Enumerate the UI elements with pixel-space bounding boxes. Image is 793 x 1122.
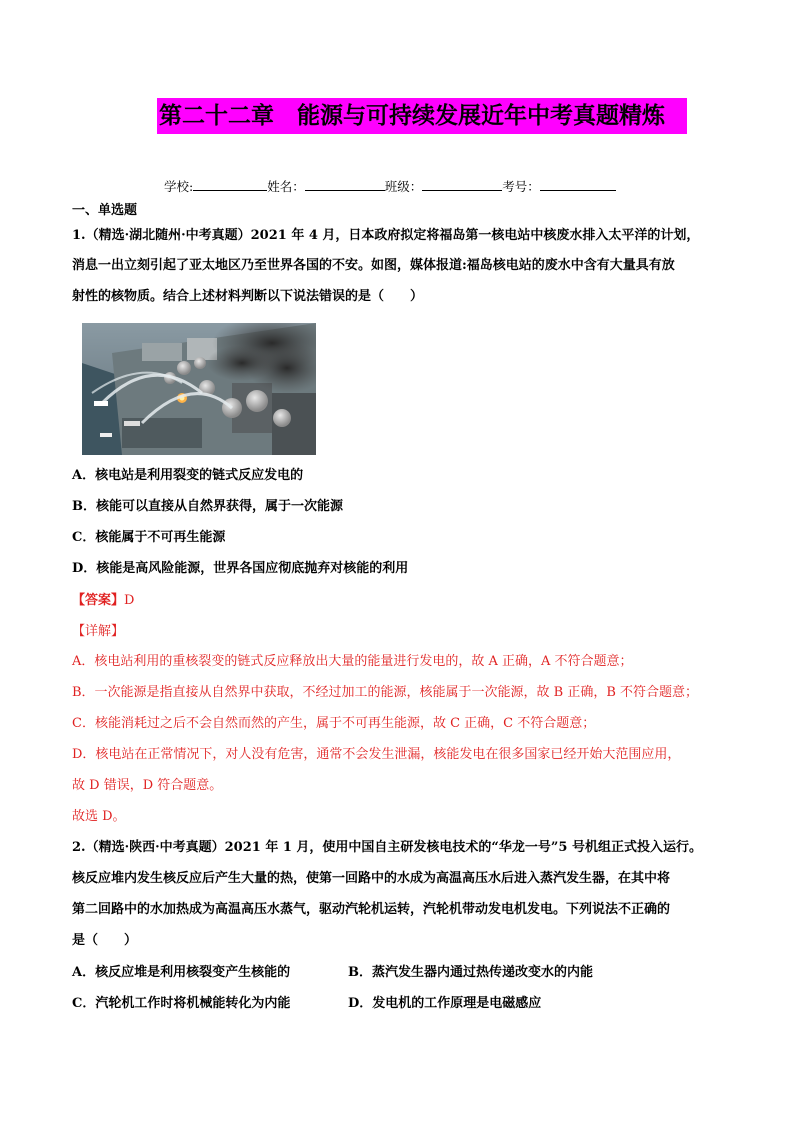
q2-option-d[interactable]: D．发电机的工作原理是电磁感应 (348, 996, 542, 1011)
school-label: 学校: (164, 179, 194, 194)
q1-option-b[interactable]: B．核能可以直接从自然界获得，属于一次能源 (72, 499, 343, 514)
q2-stem-line: 2.（精选·陕西·中考真题）2021 年 1 月，使用中国自主研发核电技术的“华龙一号”5 号机组正式投入运行。 (72, 840, 702, 855)
q2-option-b[interactable]: B．蒸汽发生器内通过热传递改变水的内能 (348, 965, 593, 980)
school-blank[interactable] (193, 178, 267, 191)
detail-line: D．核电站在正常情况下，对人没有危害，通常不会发生泄漏，核能发电在很多国家已经开始大范围应用， (72, 747, 681, 762)
q1-stem-line: 消息一出立刻引起了亚太地区乃至世界各国的不安。如图，媒体报道:福岛核电站的废水中含有大量具有放 (72, 258, 675, 273)
detail-line: C．核能消耗过之后不会自然而然的产生，属于不可再生能源，故 C 正确，C 不符合题意； (72, 716, 596, 731)
answer-label: 【答案】 (72, 593, 125, 608)
q1-answer (72, 591, 134, 611)
student-info-line (164, 178, 616, 196)
exam-no-label: 考号： (502, 179, 540, 194)
q2-stem-line: 第二回路中的水加热成为高温高压水蒸气，驱动汽轮机运转，汽轮机带动发电机发电。下列说法不正确的 (72, 902, 671, 917)
exam-no-blank[interactable] (540, 178, 616, 191)
name-blank[interactable] (305, 178, 385, 191)
answer-value: D (124, 593, 135, 608)
q1-stem-line: 射性的核物质。结合上述材料判断以下说法错误的是（ ） (72, 289, 424, 304)
page-title: 第二十二章 能源与可持续发展近年中考真题精炼 (157, 98, 687, 134)
nuclear-plant-photo (82, 323, 316, 455)
section-heading: 一、单选题 (72, 203, 138, 218)
name-label: 姓名： (267, 179, 305, 194)
conclusion: 故选 D。 (72, 809, 126, 824)
class-label: 班级： (384, 179, 423, 194)
detail-line: B．一次能源是指直接从自然界中获取，不经过加工的能源，核能属于一次能源，故 B 正确，B 不符合题意； (72, 685, 699, 700)
class-blank[interactable] (422, 178, 502, 191)
detail-line: 故 D 错误，D 符合题意。 (72, 778, 223, 793)
q2-stem-line: 核反应堆内发生核反应后产生大量的热，使第一回路中的水成为高温高压水后进入蒸汽发生器，在其中将 (72, 871, 671, 886)
q2-option-a[interactable]: A．核反应堆是利用核裂变产生核能的 (72, 965, 291, 980)
q1-option-a[interactable]: A．核电站是利用裂变的链式反应发电的 (72, 468, 304, 483)
q2-stem-line: 是（ ） (72, 933, 138, 948)
detail-label: 【详解】 (72, 624, 125, 639)
q1-option-c[interactable]: C．核能属于不可再生能源 (72, 530, 226, 545)
q1-stem-line: 1.（精选·湖北随州·中考真题）2021 年 4 月，日本政府拟定将福岛第一核电站中核废水排入太平洋的计划， (72, 228, 700, 243)
q2-option-c[interactable]: C．汽轮机工作时将机械能转化为内能 (72, 996, 291, 1011)
detail-line: A．核电站利用的重核裂变的链式反应释放出大量的能量进行发电的，故 A 正确，A 不符合题意； (72, 654, 633, 669)
q1-option-d[interactable]: D．核能是高风险能源，世界各国应彻底抛弃对核能的利用 (72, 561, 409, 576)
